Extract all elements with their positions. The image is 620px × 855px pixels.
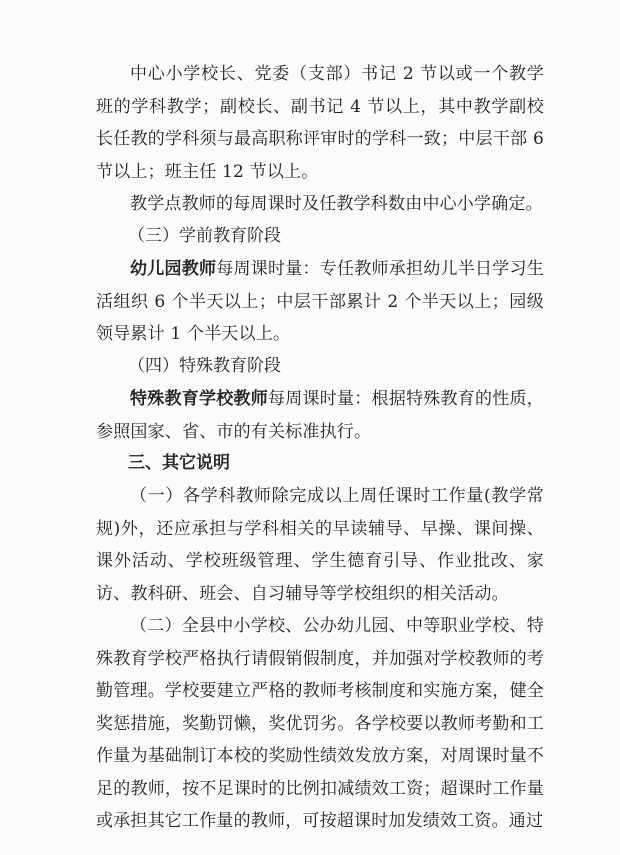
paragraph-attendance-management: （二）全县中小学校、公办幼儿园、中等职业学校、特殊教育学校严格执行请假销假制度，并加强对学校教师的考勤管理。学校要建立严格的教师考核制度和实施方案，健全奖惩措施，奖勤罚懒，奖优罚劣。各学校要以教师考勤和工作量为基础制订本校的奖励性绩效发放方案，对周课时量不足的教师，按不足课时的比例扣减绩效工资；超课时工作量或承担其它工作量的教师，可按超课时加发绩效工资。通过: [96, 616, 544, 831]
kindergarten-text: 每周课时量：专任教师承担幼儿半日学习生活组织 6 个半天以上；中层干部累计 2 个半天以上；园级领导累计 1 个半天以上。: [96, 259, 544, 344]
paragraph-kindergarten: [96, 253, 544, 351]
paragraph-additional-duties: （一）各学科教师除完成以上周任课时工作量(教学常规)外，还应承担与学科相关的早读辅导、早操、课间操、课外活动、学校班级管理、学生德育引导、作业批改、家访、教科研、班会、自习辅导等学校组织的相关活动。: [96, 486, 544, 604]
paragraph-principal-hours: 中心小学校长、党委（支部）书记 2 节以或一个教学班的学科教学；副校长、副书记 4 节以上，其中教学副校长任教的学科须与最高职称评审时的学科一致；中层干部 6 节以上；班主任 12 节以上。: [96, 64, 544, 182]
special-education-text: 每周课时量：根据特殊教育的性质，参照国家、省、市的有关标准执行。: [96, 389, 544, 442]
paragraph-teaching-point: 教学点教师的每周课时及任教学科数由中心小学确定。: [130, 194, 543, 214]
heading-other-notes: 三、其它说明: [128, 453, 230, 473]
paragraph-special-education: [96, 383, 544, 448]
kindergarten-teacher-label: 幼儿园教师: [130, 259, 217, 279]
heading-preschool: （三）学前教育阶段: [128, 226, 281, 246]
heading-special-education: （四）特殊教育阶段: [128, 356, 281, 376]
special-education-teacher-label: 特殊教育学校教师: [130, 389, 269, 409]
